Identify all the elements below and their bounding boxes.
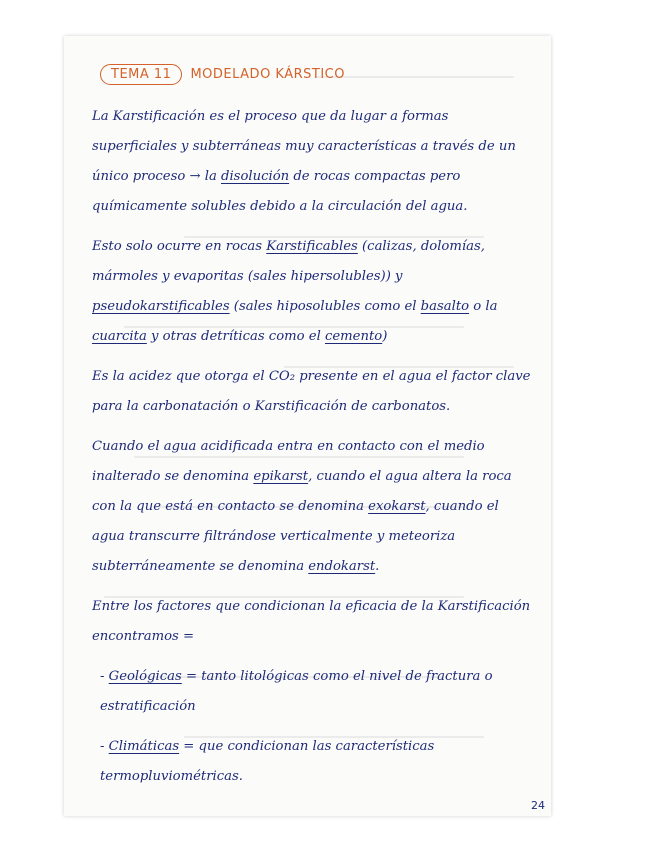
paragraph [92, 362, 532, 422]
text-segment: Esto solo ocurre en rocas [92, 239, 267, 254]
text-segment: Cuando el agua acidificada entra en contacto con el medio inalterado se denomina [92, 439, 485, 484]
underlined-term: disolución [221, 169, 290, 184]
paragraph [92, 232, 532, 352]
text-segment: ) [382, 329, 388, 344]
text-segment: = que condicionan las características termopluviométricas. [100, 739, 435, 784]
underlined-term: cuarcita [92, 329, 147, 344]
underlined-term: cemento [324, 329, 383, 344]
text-segment: o la [469, 299, 498, 314]
underlined-term: pseudokarstificables [92, 299, 230, 314]
underlined-term: exokarst [368, 499, 426, 514]
text-segment: (sales hiposolubles como el [229, 299, 421, 314]
underlined-term: endokarst [308, 559, 376, 574]
page-number: 24 [531, 799, 545, 812]
handwritten-notes [92, 102, 532, 802]
text-segment: y otras detríticas como el [146, 329, 325, 344]
text-segment: Es la acidez que otorga el CO₂ presente en el agua el factor clave para la carbonatación o Karstificación de carbonatos. [92, 369, 531, 414]
text-segment: = tanto litológicas como el nivel de fractura o estratificación [100, 669, 493, 714]
text-segment: . [375, 559, 380, 574]
paragraph [92, 432, 532, 582]
paragraph [92, 102, 532, 222]
text-segment: , cuando el agua altera la roca con la que está en contacto se denomina [92, 469, 512, 514]
page-header [100, 64, 345, 85]
underlined-term: Geológicas [108, 669, 182, 684]
text-segment: - [100, 669, 109, 684]
tema-label: TEMA 11 [100, 64, 182, 85]
bullet-item [92, 732, 532, 792]
paragraph [92, 592, 532, 652]
underlined-term: Climáticas [108, 739, 180, 754]
text-segment: Entre los factores que condicionan la eficacia de la Karstificación encontramos = [92, 599, 531, 644]
bullet-item [92, 662, 532, 722]
text-segment: de rocas compactas pero químicamente solubles debido a la circulación del agua. [92, 169, 468, 214]
text-segment: - [100, 739, 109, 754]
page-title: MODELADO KÁRSTICO [190, 67, 345, 82]
notebook-page [64, 36, 551, 816]
text-segment: , cuando el agua transcurre filtrándose verticalmente y meteoriza subterráneamente se denomina [92, 499, 499, 574]
text-segment: La Karstificación es el proceso que da lugar a formas superficiales y subterráneas muy características a través de un único proceso → la [92, 109, 516, 184]
underlined-term: Karstificables [266, 239, 358, 254]
underlined-term: basalto [420, 299, 470, 314]
text-segment: (calizas, dolomías, mármoles y evaporitas (sales hipersolubles)) y [92, 239, 485, 284]
underlined-term: epikarst [253, 469, 309, 484]
